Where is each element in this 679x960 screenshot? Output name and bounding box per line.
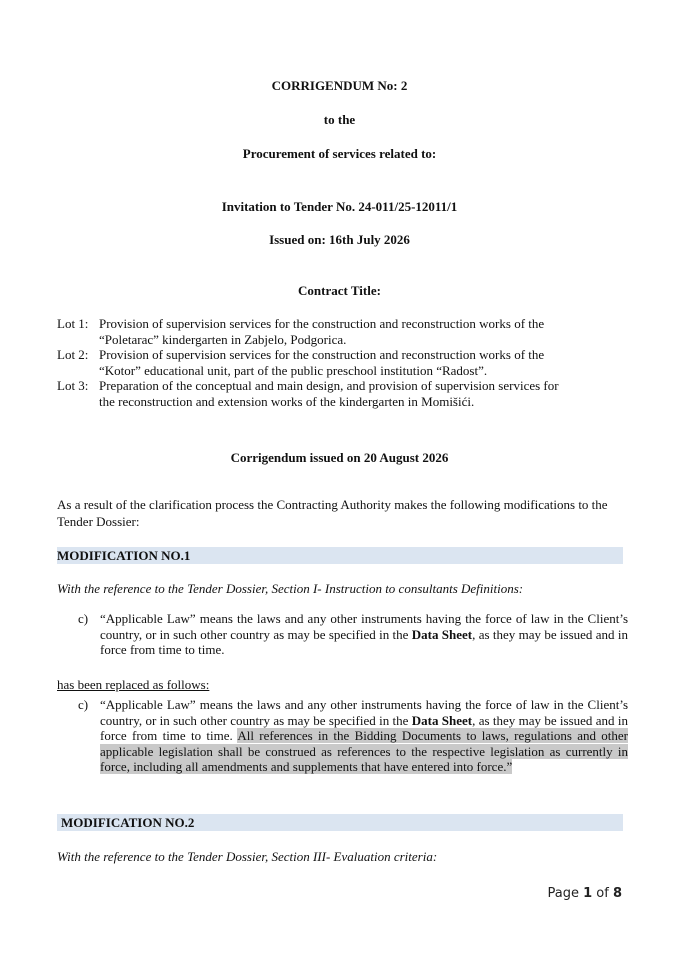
new-definition-text: [100, 697, 628, 775]
issued-line: Issued on: 16th July 2026: [269, 232, 410, 247]
highlighted-addition: All references in the Bidding Documents to laws, regulations and other applicable legislation shall be construed as references to the respective legislation as currently in force, including all amendments and supplements that have entered into force.”: [100, 728, 629, 774]
intro-paragraph: As a result of the clarification process the Contracting Authority makes the following modifications to the Tender Dossier:: [57, 497, 608, 529]
lot-text-line1: Provision of supervision services for the construction and reconstruction works of the: [99, 347, 545, 362]
original-definition-text: [100, 611, 628, 658]
lot-item: [57, 316, 627, 347]
modification-1-reference: With the reference to the Tender Dossier, Section I- Instruction to consultants Definitions:: [57, 581, 524, 596]
lot-text-line1: Provision of supervision services for the construction and reconstruction works of the: [99, 316, 545, 331]
modification-1-heading: MODIFICATION NO.1: [57, 547, 623, 564]
modification-2-heading: MODIFICATION NO.2: [57, 814, 623, 831]
lot-text-line1: Preparation of the conceptual and main design, and provision of supervision services for: [99, 378, 559, 393]
page-total: 8: [612, 886, 622, 901]
procurement-line: Procurement of services related to:: [242, 146, 437, 161]
data-sheet-term: Data Sheet: [411, 712, 473, 728]
original-definition-part: “Applicable Law” means the laws and any other instruments having the force of law in the Client’s country, or in such other country as may be specified in the: [100, 611, 628, 642]
lot-text-line2: the reconstruction and extension works of the kindergarten in Momišići.: [99, 393, 475, 409]
new-definition-item: [78, 697, 628, 775]
lot-text-line2: “Kotor” educational unit, part of the public preschool institution “Radost”.: [99, 362, 488, 378]
item-marker: c): [78, 611, 89, 626]
data-sheet-term: Data Sheet: [411, 626, 473, 642]
original-definition-item: [78, 611, 628, 658]
of-word: of: [596, 886, 609, 901]
document-title: CORRIGENDUM No: 2: [271, 78, 408, 93]
lot-label: Lot 1:: [57, 316, 89, 331]
to-the-line: to the: [323, 112, 356, 127]
lot-label: Lot 2:: [57, 347, 89, 362]
page-footer: [547, 886, 622, 901]
lot-item: [57, 347, 627, 378]
new-definition-part: , as they may be issued and in force from time to time.: [100, 712, 628, 743]
modification-2-reference: With the reference to the Tender Dossier, Section III- Evaluation criteria:: [57, 849, 438, 864]
contract-title-heading: Contract Title:: [298, 283, 381, 298]
page-word: Page: [547, 886, 579, 901]
lot-item: [57, 378, 627, 409]
corrigendum-issued-line: Corrigendum issued on 20 August 2026: [230, 450, 449, 465]
page-number: 1: [583, 886, 593, 901]
lot-text-line2: “Poletarac” kindergarten in Zabjelo, Podgorica.: [99, 331, 347, 347]
lot-label: Lot 3:: [57, 378, 89, 393]
invitation-line: Invitation to Tender No. 24-011/25-12011/1: [221, 199, 458, 214]
replaced-label: has been replaced as follows:: [57, 677, 210, 692]
new-definition-part: “Applicable Law” means the laws and any other instruments having the force of law in the Client’s country, or in such other country as may be specified in the: [100, 697, 628, 728]
item-marker: c): [78, 697, 89, 712]
original-definition-part: , as they may be issued and in force from time to time.: [100, 626, 628, 657]
lot-list: [57, 316, 627, 409]
